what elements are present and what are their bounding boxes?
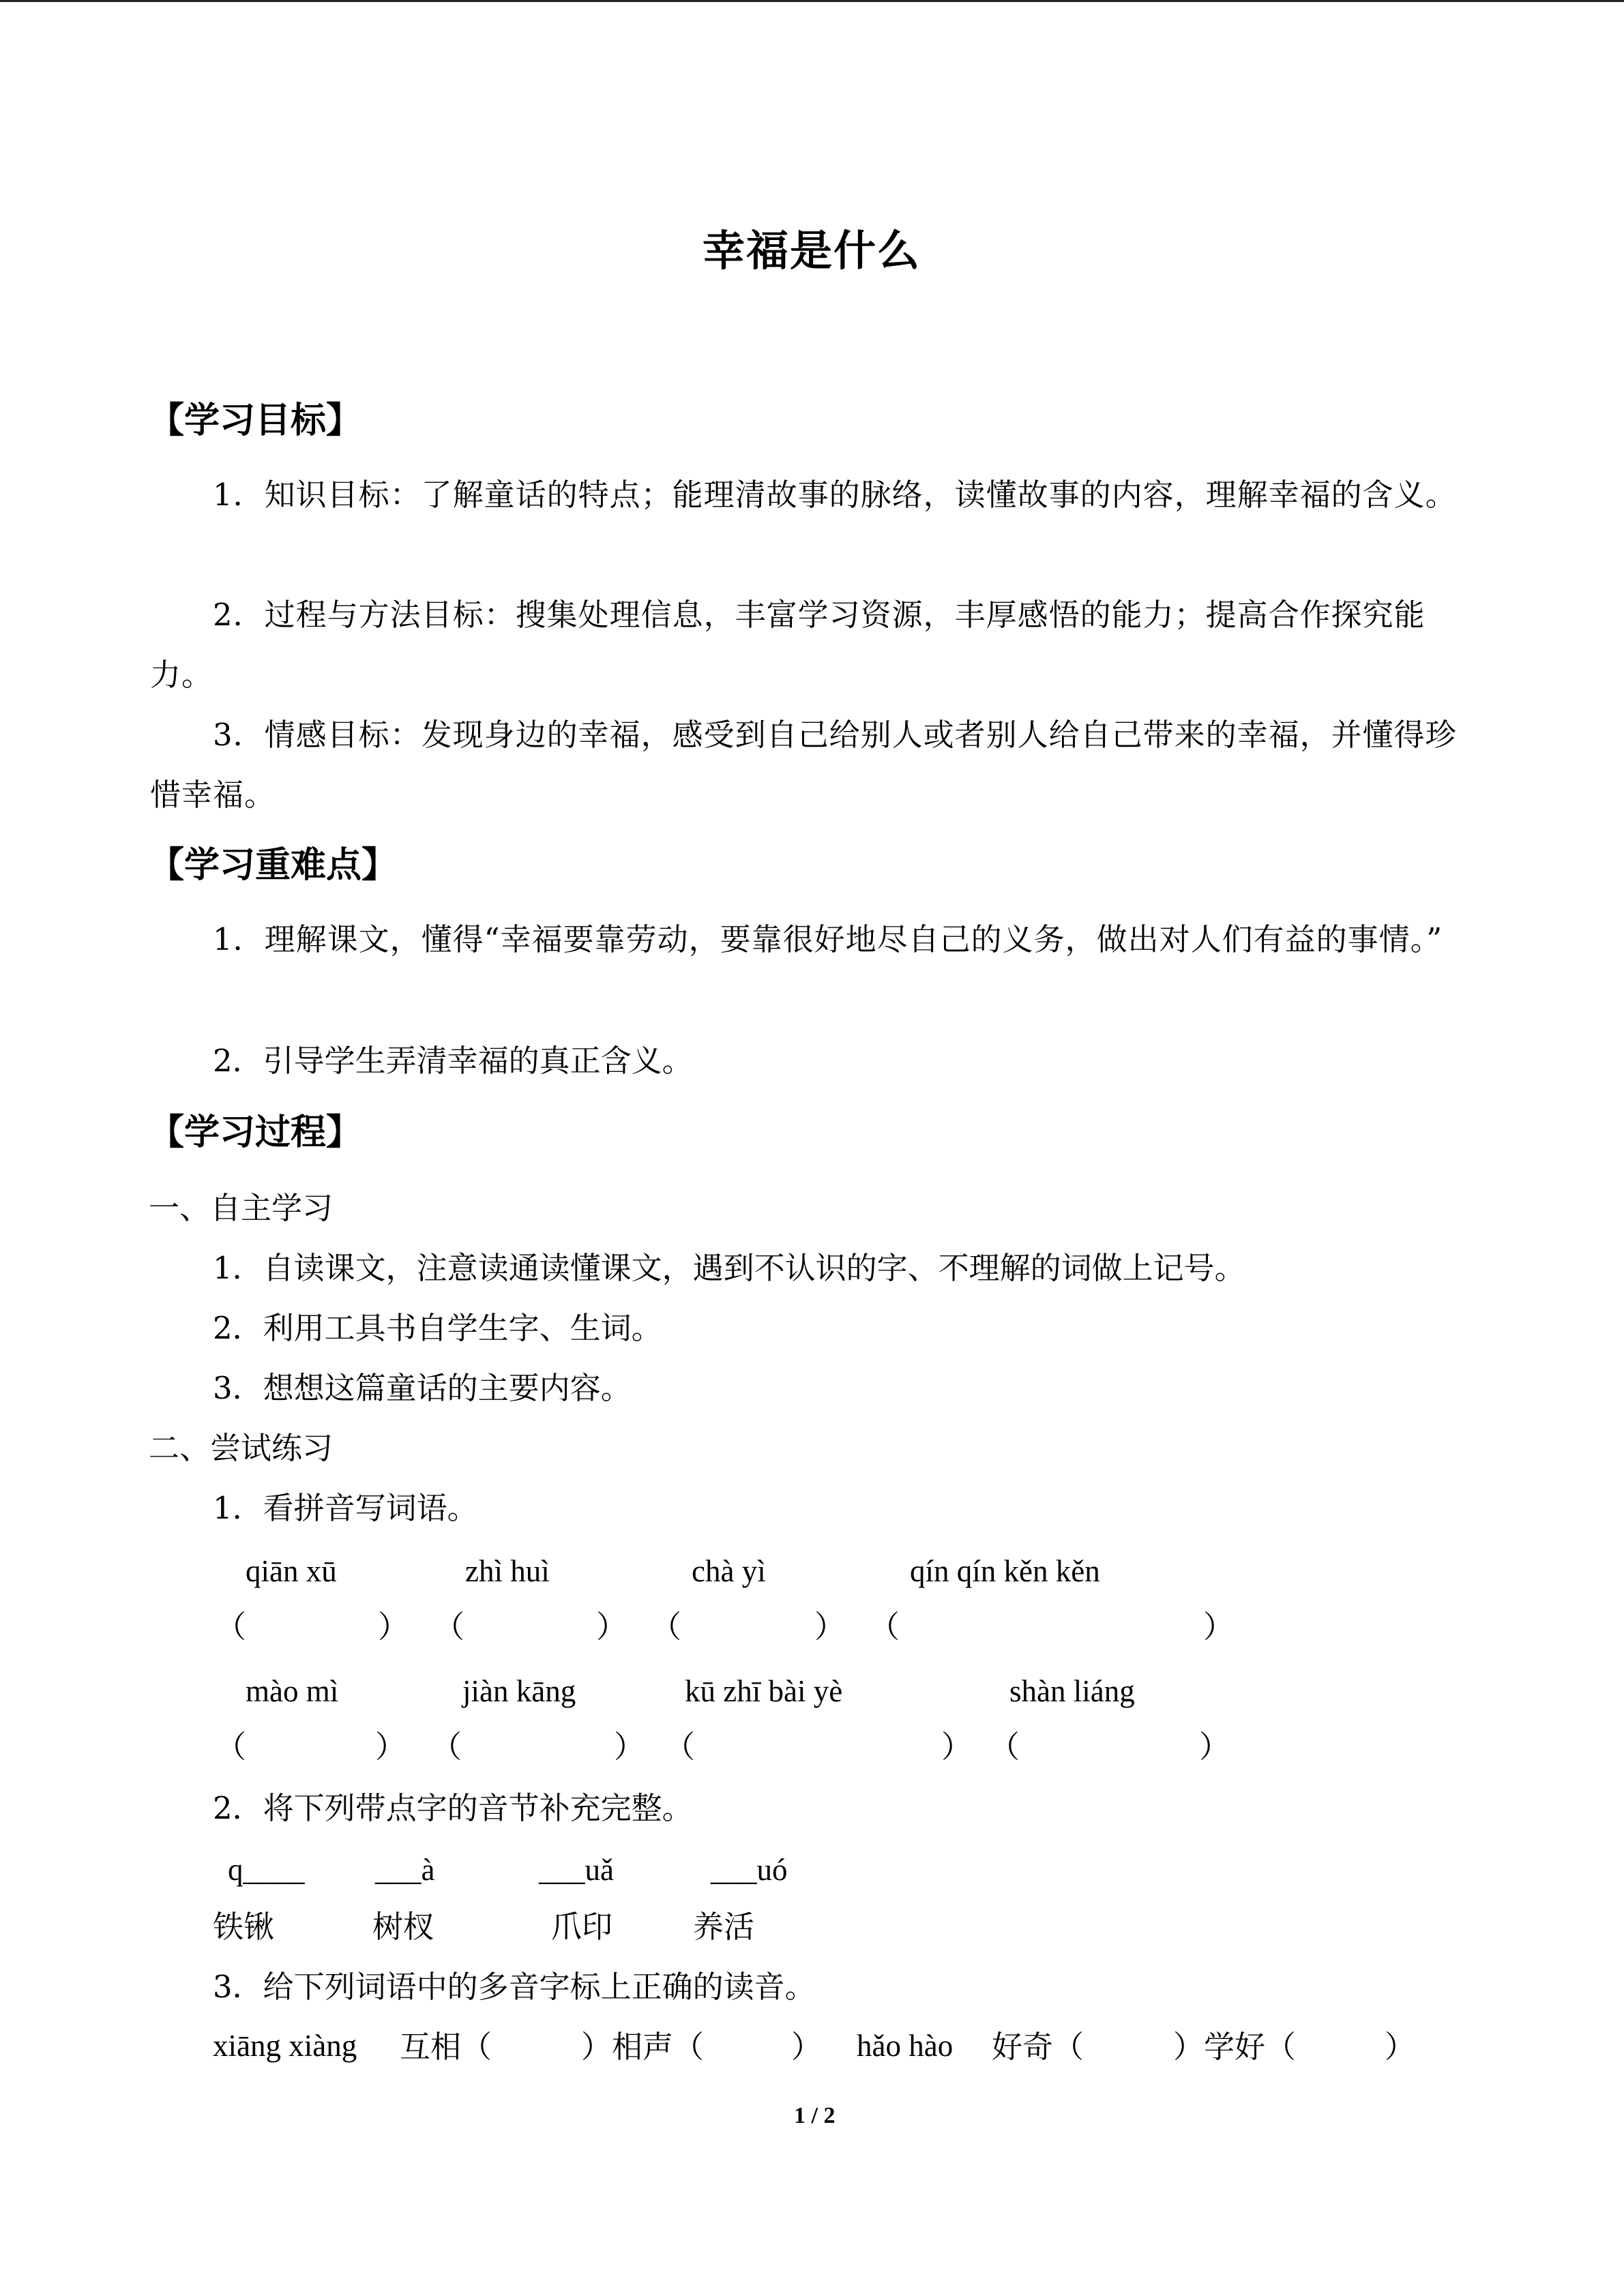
q1-label: 1．看拼音写词语。 (213, 1490, 478, 1526)
goal-item-2: 2．过程与方法目标：搜集处理信息，丰富学习资源，丰厚感悟的能力；提高合作探究能力。 (150, 597, 1426, 693)
answer-blank[interactable]: （ (216, 1729, 247, 1765)
dotted-word: 养活 (693, 1909, 755, 1945)
polyphone-word[interactable]: ）学好（ (1173, 2029, 1297, 2065)
answer-blank-end: ） (941, 1729, 973, 1765)
polyphone-word-end: ） (791, 2029, 823, 2065)
syllable-blank[interactable]: ___uó (711, 1853, 788, 1887)
answer-blank[interactable]: （ (989, 1729, 1020, 1765)
q2-label: 2．将下列带点字的音节补充完整。 (213, 1790, 693, 1826)
answer-blank-end: ） (814, 1609, 846, 1645)
part1-item-3: 3．想想这篇童话的主要内容。 (213, 1370, 632, 1406)
goal-item-1: 1．知识目标：了解童话的特点；能理清故事的脉络，读懂故事的内容，理解幸福的含义。 (213, 477, 1457, 513)
part1-title: 一、自主学习 (149, 1190, 334, 1226)
polyphone-word[interactable]: 互相（ (400, 2029, 492, 2065)
key-point-item-1: 1．理解课文，懂得“幸福要靠劳动，要靠很好地尽自己的义务，做出对人们有益的事情。” (213, 921, 1443, 957)
page-number: 1 / 2 (794, 2103, 836, 2128)
syllable-blank[interactable]: q____ (228, 1853, 305, 1887)
polyphone-pinyin: xiāng xiàng (213, 2029, 357, 2063)
polyphone-word[interactable]: ）相声（ (581, 2029, 705, 2065)
answer-blank-end: ） (614, 1729, 645, 1765)
polyphone-pinyin: hǎo hào (857, 2029, 954, 2063)
section-heading-goals: 【学习目标】 (149, 400, 362, 441)
answer-blank-end: ） (596, 1609, 628, 1645)
polyphone-word-end: ） (1385, 2029, 1416, 2065)
section-heading-process: 【学习过程】 (149, 1112, 362, 1153)
dotted-word: 铁锹 (213, 1909, 275, 1945)
goal-item-3: 3．情感目标：发现身边的幸福，感受到自己给别人或者别人给自己带来的幸福，并懂得珍惜幸福。 (150, 717, 1457, 813)
answer-blank[interactable]: （ (216, 1609, 247, 1645)
dotted-word: 树杈 (372, 1909, 434, 1945)
answer-blank-end: ） (1203, 1609, 1235, 1645)
answer-blank[interactable]: （ (431, 1729, 462, 1765)
answer-blank[interactable]: （ (434, 1609, 465, 1645)
pinyin-item: kū zhī bài yè (685, 1674, 843, 1708)
pinyin-item: qiān xū (246, 1554, 337, 1588)
part1-item-1: 1．自读课文，注意读通读懂课文，遇到不认识的字、不理解的词做上记号。 (213, 1250, 1245, 1286)
pinyin-item: jiàn kāng (462, 1674, 576, 1708)
answer-blank-end: ） (378, 1609, 409, 1645)
pinyin-item: shàn liáng (1009, 1674, 1135, 1708)
answer-blank[interactable]: （ (869, 1609, 900, 1645)
pinyin-item: qín qín kěn kěn (910, 1554, 1100, 1588)
syllable-blank[interactable]: ___uǎ (539, 1853, 614, 1887)
pinyin-item: mào mì (246, 1674, 339, 1708)
syllable-blank[interactable]: ___à (375, 1853, 435, 1887)
part2-title: 二、尝试练习 (149, 1430, 334, 1466)
q3-label: 3．给下列词语中的多音字标上正确的读音。 (213, 1969, 816, 2005)
answer-blank-end: ） (1199, 1729, 1230, 1765)
part1-item-2: 2．利用工具书自学生字、生词。 (213, 1310, 662, 1346)
answer-blank[interactable]: （ (664, 1729, 696, 1765)
dotted-word: 爪印 (551, 1909, 613, 1945)
key-point-item-2: 2．引导学生弄清幸福的真正含义。 (213, 1043, 693, 1079)
answer-blank-end: ） (375, 1729, 407, 1765)
top-border (0, 0, 1624, 2)
pinyin-item: zhì huì (465, 1554, 550, 1588)
answer-blank[interactable]: （ (651, 1609, 682, 1645)
section-heading-key-points: 【学习重难点】 (149, 845, 398, 886)
polyphone-word[interactable]: 好奇（ (992, 2029, 1084, 2065)
pinyin-item: chà yì (692, 1554, 766, 1588)
page-title: 幸福是什么 (703, 226, 921, 275)
